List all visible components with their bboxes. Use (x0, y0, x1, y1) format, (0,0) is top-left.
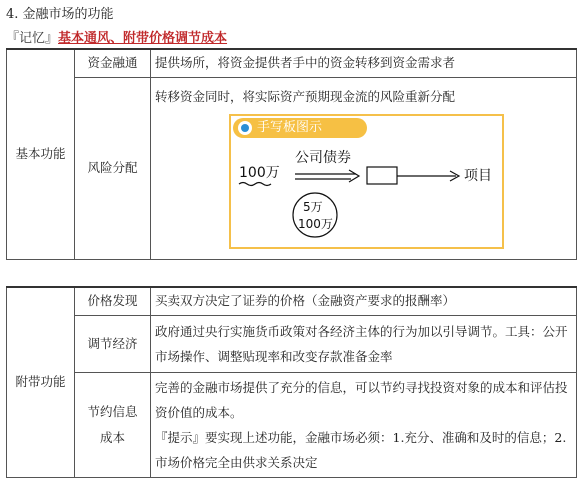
memory-tag: 『记忆』 (6, 31, 59, 46)
category-basic: 基本功能 (7, 49, 75, 259)
handwriting-badge-label: 手写板图示 (257, 119, 323, 135)
function-desc: 买卖双方决定了证券的价格（金融资产要求的报酬率） (151, 287, 577, 315)
function-desc: 提供场所，将资金提供者手中的资金转移到资金需求者 (151, 49, 577, 77)
function-name-line2: 成本 (99, 429, 125, 445)
sketch-wavy-underline (239, 182, 271, 185)
function-name: 风险分配 (75, 77, 151, 259)
sketch-circle-line1: 5万 (303, 199, 323, 214)
function-desc: 完善的金融市场提供了充分的信息，可以节约寻找投资对象的成本和评估投资价值的成本。 (155, 379, 568, 420)
function-tip: 『提示』要实现上述功能，金融市场必须：1.充分、准确和及时的信息；2.市场价格完全由供求关系决定 (155, 429, 567, 470)
function-name-cell (75, 372, 151, 477)
handwriting-sketch (231, 116, 502, 247)
function-desc: 政府通过央行实施货币政策对各经济主体的行为加以引导调节。工具：公开市场操作、调整贴现率和改变存款准备金率 (151, 315, 577, 372)
sketch-top-label: 公司债券 (295, 149, 351, 166)
function-name: 资金融通 (75, 49, 151, 77)
function-desc-cell (151, 372, 577, 477)
category-auxiliary: 附带功能 (7, 287, 75, 477)
function-desc: 转移资金同时，将实际资产预期现金流的风险重新分配 (155, 88, 456, 104)
function-desc-cell (151, 77, 577, 259)
sketch-box (367, 167, 397, 184)
section-heading: 4. 金融市场的功能 (6, 7, 114, 22)
auxiliary-functions-table (6, 286, 577, 478)
function-name: 调节经济 (75, 315, 151, 372)
memory-mnemonic: 基本通风、附带价格调节成本 (58, 31, 228, 46)
handwriting-board (229, 114, 504, 249)
sketch-circle-line2: 100万 (298, 216, 333, 231)
sketch-left-amount: 100万 (239, 164, 280, 181)
sketch-arrow-head (349, 170, 359, 182)
basic-functions-table (6, 48, 577, 260)
function-name: 价格发现 (75, 287, 151, 315)
sketch-right-label: 项目 (464, 167, 492, 184)
function-name-line1: 节约信息 (87, 403, 138, 419)
memory-tip (6, 27, 227, 46)
